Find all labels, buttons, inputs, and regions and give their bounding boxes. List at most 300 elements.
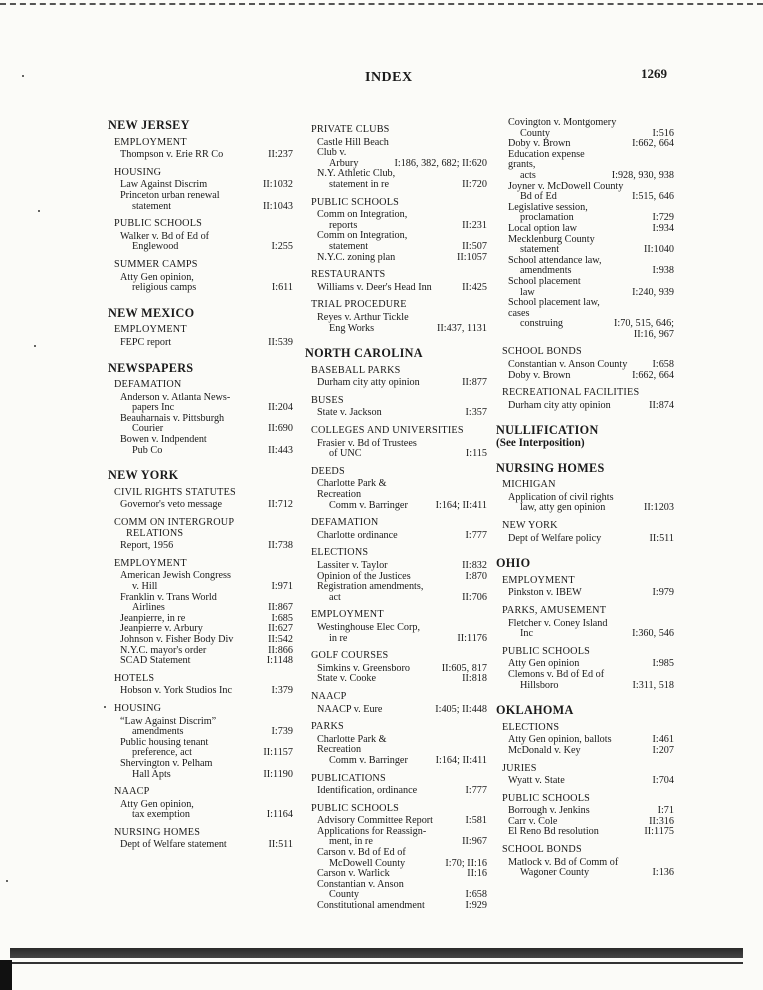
index-subject-text: EMPLOYMENT	[114, 557, 187, 569]
index-entry	[508, 224, 674, 235]
index-entry-line: Westinghouse Elec Corp,	[317, 621, 421, 633]
index-entry-line: Pinkston v. IBEW	[508, 587, 582, 599]
index-entry-ref: II:1203	[644, 502, 674, 514]
index-entry-name	[508, 493, 641, 514]
index-entry	[508, 150, 674, 182]
index-subject-text: SCHOOL BONDS	[502, 346, 582, 358]
index-subject	[114, 674, 293, 685]
index-subject-text: MICHIGAN	[502, 479, 556, 491]
index-entry-line: Doby v. Brown	[508, 369, 571, 381]
index-subject-text: NAACP	[114, 786, 150, 798]
index-entry-name	[508, 182, 629, 203]
index-subject-text: GOLF COURSES	[311, 650, 389, 662]
index-entry-ref: I:704	[652, 775, 674, 787]
index-entry-name	[508, 298, 611, 330]
top-scan-edge	[0, 3, 763, 5]
index-entry-ref: I:164; II:411	[435, 499, 487, 511]
index-entry-line: statement	[520, 244, 560, 256]
index-subject-text: SUMMER CAMPS	[114, 258, 198, 270]
index-entry	[317, 169, 487, 190]
index-entry-line: Durham city atty opinion	[508, 399, 611, 411]
index-entry-line: School attendance law,	[508, 254, 602, 266]
index-entry-ref: II:1057	[457, 251, 487, 263]
index-entry	[120, 686, 293, 697]
index-entry-ref: II:738	[268, 540, 293, 552]
index-entry-ref: II:605, 817	[441, 662, 487, 674]
scan-corner	[0, 960, 12, 990]
index-entry	[508, 235, 674, 256]
index-entry	[317, 408, 487, 419]
index-entry-ref: I:115	[465, 448, 487, 460]
index-entry-line: Beauharnais v. Pittsburgh	[120, 412, 225, 424]
index-subject	[311, 722, 487, 733]
index-entry-ref: I:71	[657, 805, 674, 817]
index-entry-line: act	[329, 591, 341, 603]
index-heading: NURSING HOMES	[496, 460, 605, 475]
index-entry	[120, 840, 293, 851]
index-entry-line: Atty Gen opinion, ballots	[508, 734, 612, 746]
index-entry-line: Dept of Welfare policy	[508, 532, 602, 544]
index-heading: NEWSPAPERS	[108, 360, 194, 375]
index-entry-line: Pub Co	[132, 444, 163, 456]
index-entry-line: Comm v. Barringer	[329, 754, 408, 766]
index-entry-ref: I:938	[652, 265, 674, 277]
index-entry-ref: I:360, 546	[632, 628, 674, 640]
index-entry	[317, 582, 487, 603]
index-subject-text: EMPLOYMENT	[114, 136, 187, 148]
index-subject	[114, 704, 293, 715]
index-subject-text: PUBLIC SCHOOLS	[114, 218, 202, 230]
index-entry-line: Mecklenburg County	[508, 233, 595, 245]
index-entry-name	[120, 541, 265, 552]
index-entry-line: State v. Cooke	[317, 673, 377, 685]
index-entry-ref: II:204	[268, 402, 293, 414]
index-entry-name	[317, 561, 459, 572]
index-entry-line: preference, act	[132, 747, 192, 759]
index-subject-text: EMPLOYMENT	[502, 574, 575, 586]
index-entry	[317, 674, 487, 685]
index-entry-ref: I:662, 664	[632, 138, 674, 150]
index-entry-ref: I:971	[271, 581, 293, 592]
index-entry	[317, 623, 487, 644]
index-subject	[114, 488, 293, 499]
index-entry	[120, 500, 293, 511]
index-entry	[317, 479, 487, 511]
index-entry-line: Borrough v. Jenkins	[508, 805, 590, 817]
index-entry-ref: I:1148	[266, 655, 293, 667]
index-entry	[120, 593, 293, 614]
index-entry-line: Charlotte ordinance	[317, 529, 398, 541]
index-subject-text: PUBLIC SCHOOLS	[311, 802, 399, 814]
index-entry	[508, 203, 674, 224]
index-entry	[508, 588, 674, 599]
index-entry-line: Opinion of the Justices	[317, 570, 411, 582]
index-subject	[502, 347, 674, 358]
index-entry-name	[120, 840, 265, 851]
scan-speck	[6, 880, 8, 882]
index-entry-line: amendments	[520, 265, 572, 277]
index-entry-name	[317, 231, 459, 252]
index-entry-ref: I:658	[465, 889, 487, 901]
index-entry-line: law	[520, 286, 535, 298]
index-entry-ref: II:16, 967	[633, 328, 674, 340]
index-entry-name	[120, 393, 265, 414]
index-entry-line: Carson v. Warlick	[317, 868, 390, 880]
index-entry-name	[508, 150, 609, 182]
index-entry	[317, 561, 487, 572]
index-subject	[502, 388, 674, 399]
index-entry-line: Wagoner County	[520, 867, 590, 879]
index-entry-line: Carr v. Cole	[508, 815, 558, 827]
scan-speck	[38, 210, 40, 212]
index-entry	[317, 786, 487, 797]
index-subject-cont: RELATIONS	[126, 527, 184, 539]
index-heading: NULLIFICATION	[496, 423, 599, 438]
index-entry-line: Charlotte Park & Recreation	[317, 733, 387, 756]
index-entry-ref: II:720	[462, 178, 487, 190]
index-entry-line: Johnson v. Fisher Body Div	[120, 633, 234, 645]
index-subject-text: COLLEGES AND UNIVERSITIES	[311, 425, 464, 437]
index-subject-text: DEFAMATION	[311, 517, 379, 529]
index-entry-line: Durham city atty opinion	[317, 377, 420, 389]
index-entry-line: amendments	[132, 726, 184, 738]
index-entry-name	[120, 656, 264, 667]
index-subject-text: RECREATIONAL FACILITIES	[502, 387, 640, 399]
index-subject-text: DEFAMATION	[114, 379, 182, 391]
index-entry-line: School placement law, cases	[508, 297, 600, 319]
index-entry-name	[508, 776, 649, 787]
index-entry	[317, 210, 487, 231]
index-entry-name	[508, 670, 629, 691]
index-entry-line: Eng Works	[329, 322, 375, 334]
index-entry-line: Comm on Integration,	[317, 209, 408, 221]
index-entry	[120, 393, 293, 414]
index-heading: NEW YORK	[108, 468, 179, 483]
index-entry	[317, 705, 487, 716]
index-entry-line: Atty Gen opinion	[508, 658, 580, 670]
index-subject-text: TRIAL PROCEDURE	[311, 299, 407, 311]
index-entry-name	[317, 674, 459, 685]
index-subject-text: PUBLIC SCHOOLS	[502, 645, 590, 657]
index-entry	[508, 827, 674, 838]
index-subject	[311, 366, 487, 377]
index-entry-line: Public housing tenant	[120, 736, 209, 748]
index-entry-ref: I:611	[271, 282, 293, 294]
index-entry-line: Law Against Discrim	[120, 179, 208, 191]
index-entry	[508, 298, 674, 330]
index-entry-line: Governor's veto message	[120, 499, 222, 511]
index-subject-text: PUBLIC SCHOOLS	[311, 196, 399, 208]
scan-speck	[22, 75, 24, 77]
index-entry-ref: II:16	[467, 868, 487, 880]
index-entry-name	[508, 256, 649, 277]
index-entry-ref: II:706	[462, 591, 487, 603]
index-entry-line: Jeanpierre, in re	[120, 612, 186, 624]
index-entry-line: Doby v. Brown	[508, 138, 571, 150]
index-entry-line: Matlock v. Bd of Comm of	[508, 856, 619, 868]
index-entry	[508, 619, 674, 640]
index-entry-line: Legislative session,	[508, 201, 588, 213]
index-entry-line: papers Inc	[132, 402, 175, 414]
index-entry-name	[508, 371, 629, 382]
index-entry-name	[120, 232, 268, 253]
index-entry-line: Joyner v. McDowell County	[508, 180, 624, 192]
index-entry-ref: I:405; II:448	[435, 703, 487, 715]
index-subject-text: ELECTIONS	[502, 721, 560, 733]
index-entry-line: Clemons v. Bd of Ed of	[508, 668, 605, 680]
scan-speck	[104, 706, 106, 708]
index-entry	[317, 827, 487, 848]
index-see-also: (See Interposition)	[496, 437, 585, 450]
index-subject	[502, 606, 674, 617]
index-entry-line: Charlotte Park & Recreation	[317, 478, 387, 501]
index-entry-line: “Law Against Discrim”	[120, 715, 217, 727]
index-entry-line: Arbury	[329, 157, 359, 169]
index-entry	[120, 738, 293, 759]
index-subject-text: BASEBALL PARKS	[311, 364, 401, 376]
index-heading: NEW JERSEY	[108, 118, 190, 132]
index-entry-ref: I:581	[465, 815, 487, 827]
index-subject	[311, 270, 487, 281]
index-entry-name	[317, 439, 463, 460]
index-entry-name	[120, 759, 260, 780]
index-subject-text: CIVIL RIGHTS STATUTES	[114, 486, 236, 498]
index-entry	[508, 534, 674, 545]
index-entry-line: Castle Hill Beach Club v.	[317, 136, 389, 159]
index-entry-line: Registration amendments,	[317, 581, 424, 593]
index-subject	[114, 325, 293, 336]
index-entry	[317, 313, 487, 334]
index-entry-line: Englewood	[132, 241, 179, 253]
index-entry-line: Applications for Reassign-	[317, 825, 427, 837]
index-entry	[508, 776, 674, 787]
index-entry-ref: I:658	[652, 359, 674, 371]
index-entry-line: Bowen v. Indpendent	[120, 434, 207, 446]
index-subject-text: EMPLOYMENT	[311, 609, 384, 621]
index-entry-ref: I:240, 939	[632, 286, 674, 298]
index-entry-line: Courier	[132, 423, 164, 435]
index-entry-ref: II:316	[649, 815, 674, 827]
index-subject	[114, 518, 293, 539]
index-entry-name	[508, 224, 649, 235]
index-entry-ref: II:1032	[263, 179, 293, 191]
index-entry-name	[317, 623, 454, 644]
index-entry-name	[508, 588, 649, 599]
index-entry	[317, 880, 487, 901]
index-entry-line: Bd of Ed	[520, 191, 557, 203]
index-entry-line: Thompson v. Erie RR Co	[120, 149, 224, 161]
index-subject	[502, 845, 674, 856]
index-subject-text: SCHOOL BONDS	[502, 844, 582, 856]
index-entry-ref: I:934	[652, 222, 674, 234]
index-subject-text: PARKS	[311, 721, 344, 733]
index-entry-name	[317, 313, 434, 334]
index-entry-line: State v. Jackson	[317, 407, 382, 419]
index-entry-line: Princeton urban renewal	[120, 189, 220, 201]
index-entry-ref: II:866	[268, 644, 293, 656]
index-subject-text: PRIVATE CLUBS	[311, 124, 390, 135]
index-entry	[508, 746, 674, 757]
index-entry-ref: I:311, 518	[632, 679, 674, 691]
index-entry-line: Franklin v. Trans World	[120, 591, 217, 603]
index-entry-line: Atty Gen opinion,	[120, 798, 194, 810]
index-column-2	[305, 118, 487, 912]
index-entry-name	[120, 500, 265, 511]
index-entry	[317, 901, 487, 912]
index-entry	[120, 759, 293, 780]
index-entry-ref: I:777	[465, 785, 487, 797]
index-entry-line: N.Y.C. mayor's order	[120, 644, 207, 656]
index-entry-line: Education expense grants,	[508, 148, 585, 171]
index-entry-line: Reyes v. Arthur Tickle	[317, 311, 409, 323]
index-entry-ref: I:929	[465, 900, 487, 912]
bottom-scan-line	[10, 962, 743, 964]
index-subject	[311, 774, 487, 785]
index-entry-line: Williams v. Deer's Head Inn	[317, 281, 432, 293]
index-entry-ref: I:136	[652, 867, 674, 879]
index-entry-name	[317, 408, 462, 419]
index-entry	[120, 273, 293, 294]
index-entry-ref: II:1175	[644, 826, 674, 838]
index-subject	[311, 426, 487, 437]
index-subject	[311, 548, 487, 559]
index-entry-ref: I:379	[271, 685, 293, 697]
index-subject-text: NURSING HOMES	[114, 826, 201, 838]
index-subject-text: PUBLICATIONS	[311, 772, 386, 784]
index-entry-line: County	[520, 127, 551, 139]
index-entry	[317, 439, 487, 460]
index-entry-ref: I:685	[271, 612, 293, 624]
index-entry	[508, 330, 674, 341]
index-subject	[311, 692, 487, 703]
index-entry-ref: II:867	[268, 602, 293, 614]
index-entry-line: Inc	[520, 628, 534, 640]
index-entry-name	[508, 619, 629, 640]
index-subject	[114, 168, 293, 179]
index-heading: NORTH CAROLINA	[305, 346, 423, 361]
index-entry-line: tax exemption	[132, 809, 190, 821]
index-entry-ref: I:985	[652, 658, 674, 670]
index-entry-line: McDonald v. Key	[508, 744, 581, 756]
index-entry-line: Hobson v. York Studios Inc	[120, 685, 232, 697]
index-entry-line: statement	[132, 200, 172, 212]
index-heading: OKLAHOMA	[496, 703, 574, 718]
index-entry-line: Lassiter v. Taylor	[317, 560, 388, 571]
index-subject	[502, 576, 674, 587]
index-entry	[317, 253, 487, 264]
index-entry-name	[317, 786, 462, 797]
index-entry-name	[317, 735, 433, 767]
index-subject	[502, 764, 674, 775]
index-entry-line: Comm on Integration,	[317, 230, 408, 242]
index-subject	[114, 828, 293, 839]
index-entry-line: of UNC	[329, 448, 362, 460]
index-subject	[311, 125, 487, 136]
index-entry-line: proclamation	[520, 212, 574, 224]
index-entry-name	[120, 593, 265, 614]
index-entry-line: NAACP v. Eure	[317, 703, 383, 715]
index-subject	[311, 300, 487, 311]
index-entry	[317, 138, 487, 170]
index-entry-line: reports	[329, 219, 358, 231]
index-subject-text: NAACP	[311, 690, 347, 702]
index-subject	[114, 787, 293, 798]
index-entry-ref: I:461	[652, 734, 674, 746]
index-entry	[120, 800, 293, 821]
index-entry-line: Walker v. Bd of Ed of	[120, 230, 210, 242]
index-entry-line: American Jewish Congress	[120, 570, 231, 582]
index-entry-name	[120, 414, 265, 435]
index-entry-name	[508, 746, 649, 757]
index-entry-line: Carson v. Bd of Ed of	[317, 847, 406, 859]
index-entry-line: Advisory Committee Report	[317, 815, 434, 827]
index-entry-line: Comm v. Barringer	[329, 499, 408, 511]
index-entry-name	[317, 705, 432, 716]
index-entry	[508, 401, 674, 412]
index-entry-ref: II:542	[268, 633, 293, 645]
index-entry-ref: I:662, 664	[632, 369, 674, 381]
index-column-1	[108, 118, 293, 851]
index-subject	[502, 794, 674, 805]
index-entry-line: El Reno Bd resolution	[508, 826, 599, 838]
index-entry-name	[120, 800, 264, 821]
index-entry-ref: II:511	[649, 532, 674, 544]
index-subject-text: JURIES	[502, 762, 537, 774]
index-entry	[508, 256, 674, 277]
index-entry	[120, 571, 293, 592]
index-entry-line: v. Hill	[132, 581, 158, 592]
index-entry-line: SCAD Statement	[120, 655, 191, 667]
index-entry-line: statement in re	[329, 178, 389, 190]
index-entry-ref: II:627	[268, 623, 293, 635]
index-entry-name	[508, 118, 649, 139]
index-entry-name	[508, 827, 641, 838]
index-entry-name	[120, 191, 260, 212]
index-entry	[508, 118, 674, 139]
index-entry	[317, 735, 487, 767]
index-entry-name	[317, 479, 433, 511]
bottom-scan-bar	[10, 948, 743, 958]
index-entry-line: acts	[520, 169, 536, 181]
index-entry	[120, 656, 293, 667]
index-entry-ref: I:870	[465, 570, 487, 582]
index-entry	[317, 231, 487, 252]
index-subject	[311, 198, 487, 209]
index-entry-ref: I:164; II:411	[435, 754, 487, 766]
index-entry-line: Constantian v. Anson County	[508, 359, 628, 371]
index-entry-name	[120, 150, 265, 161]
index-entry-ref: I:1164	[266, 809, 293, 821]
index-entry-name	[508, 401, 646, 412]
index-subject	[502, 647, 674, 658]
index-subject-text: NEW YORK	[502, 520, 558, 531]
index-entry-name	[120, 338, 265, 349]
index-entry-line: Fletcher v. Coney Island	[508, 617, 608, 629]
page-header: INDEX	[365, 70, 413, 85]
index-entry-ref: I:777	[465, 529, 487, 541]
index-entry-ref: II:1040	[644, 244, 674, 256]
index-entry-name	[317, 582, 459, 603]
index-subject	[114, 260, 293, 271]
index-entry-name	[317, 880, 462, 901]
index-entry-line: Frasier v. Bd of Trustees	[317, 437, 417, 449]
index-entry-line: Hillsboro	[520, 679, 559, 691]
index-entry-line: McDowell County	[329, 857, 406, 869]
index-entry-ref: I:70; II:16	[445, 857, 487, 869]
index-entry-line: law, atty gen opinion	[520, 502, 606, 514]
index-entry-name	[317, 210, 459, 231]
index-entry-line: FEPC report	[120, 336, 172, 348]
